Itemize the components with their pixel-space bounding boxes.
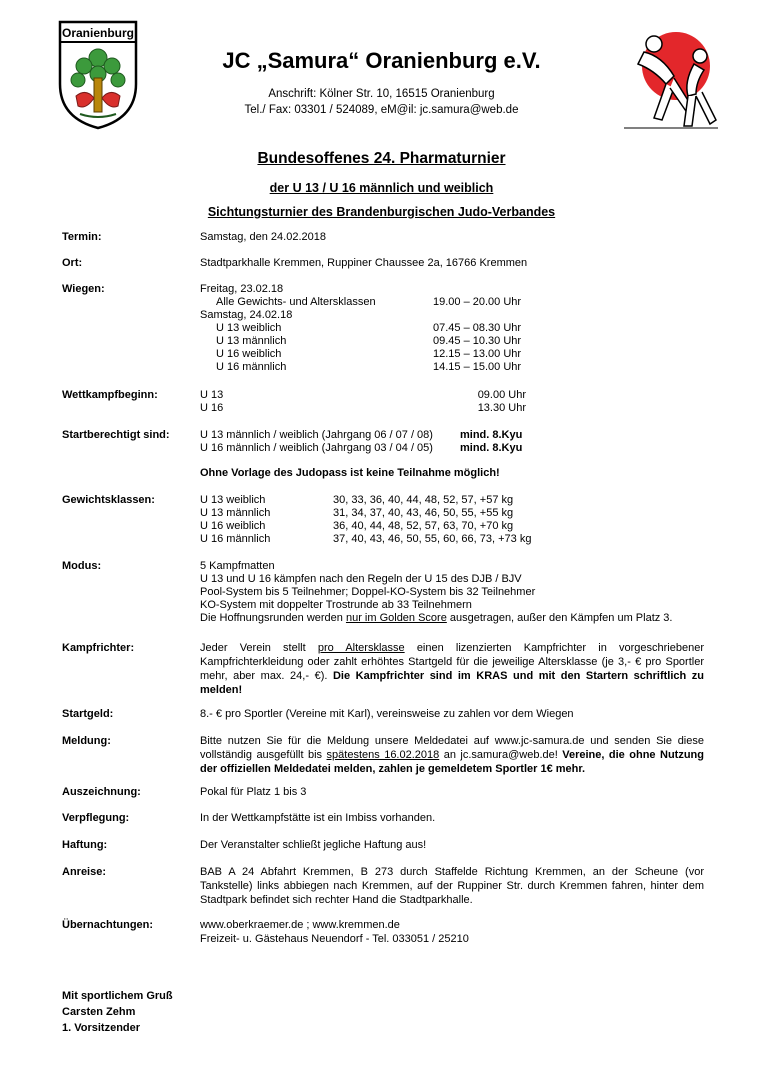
meldung-text (200, 734, 704, 776)
wiegen-row-time: 19.00 – 20.00 Uhr (433, 296, 522, 308)
tournament-type: Sichtungsturnier des Brandenburgischen Judo-Verbandes (207, 205, 556, 219)
gewicht-row-name: U 13 männlich (200, 507, 271, 519)
wiegen-row-time: 12.15 – 13.00 Uhr (433, 348, 522, 360)
wettkampf-row-time: 13.30 Uhr (477, 402, 526, 414)
modus-label: Modus: (62, 560, 102, 572)
signature-name: Carsten Zehm (62, 1006, 136, 1018)
wiegen-row-time: 09.45 – 10.30 Uhr (433, 335, 522, 347)
uebernachtung-links: www.oberkraemer.de ; www.kremmen.de (200, 919, 400, 931)
modus-line: Pool-System bis 5 Teilnehmer; Doppel-KO-System bis 32 Teilnehmer (200, 586, 536, 598)
startgeld-label: Startgeld: (62, 708, 114, 720)
modus-line: KO-System mit doppelter Trostrunde ab 33 Teilnehmern (200, 599, 472, 611)
signature-greeting: Mit sportlichem Gruß (62, 990, 173, 1002)
kampfrichter-label: Kampfrichter: (62, 642, 135, 654)
wettkampf-label: Wettkampfbeginn: (62, 389, 158, 401)
anreise-label: Anreise: (62, 866, 107, 878)
kampfrichter-pre: Jeder Verein stellt (200, 642, 318, 654)
meldung-bold: Vereine, die ohne Nutzung der offiziellen Meldedatei melden, zahlen je gemeldetem Sportler 1€ mehr. (200, 749, 704, 775)
wiegen-row-name: U 16 männlich (216, 361, 287, 373)
meldung-label: Meldung: (62, 735, 111, 747)
meldung-deadline: spätestens 16.02.2018 (326, 749, 440, 761)
modus-line-last (200, 612, 672, 624)
club-address: Anschrift: Kölner Str. 10, 16515 Oranienburg (268, 88, 495, 100)
wettkampf-row-name: U 13 (200, 389, 224, 401)
modus-line: 5 Kampfmatten (200, 560, 275, 572)
wiegen-row-name: Alle Gewichts- und Altersklassen (216, 296, 376, 308)
meldung-pre: Bitte nutzen Sie für die Meldung unsere Meldedatei auf www.jc-samura.de und senden Sie diese vollständig ausgefüllt bis (200, 735, 704, 761)
wiegen-day1: Freitag, 23.02.18 (200, 283, 284, 295)
wiegen-row-name: U 13 männlich (216, 335, 287, 347)
gewicht-row-name: U 13 weiblich (200, 494, 266, 506)
gewicht-label: Gewichtsklassen: (62, 494, 155, 506)
auszeichnung-value: Pokal für Platz 1 bis 3 (200, 786, 307, 798)
wiegen-row-name: U 16 weiblich (216, 348, 282, 360)
wiegen-row-time: 07.45 – 08.30 Uhr (433, 322, 522, 334)
modus-last-pre: Die Hoffnungsrunden werden (200, 612, 346, 624)
wettkampf-row-name: U 16 (200, 402, 224, 414)
startgeld-value: 8.- € pro Sportler (Vereine mit Karl), vereinsweise zu zahlen vor dem Wiegen (200, 708, 574, 720)
uebernachtung-guesthouse: Freizeit- u. Gästehaus Neuendorf - Tel. 033051 / 25210 (200, 933, 469, 945)
verpflegung-label: Verpflegung: (62, 812, 130, 824)
wiegen-row-time: 14.15 – 15.00 Uhr (433, 361, 522, 373)
gewicht-row-classes: 37, 40, 43, 46, 50, 55, 60, 66, 73, +73 kg (333, 533, 532, 545)
club-contact: Tel./ Fax: 03301 / 524089, eM@il: jc.samura@web.de (244, 104, 519, 116)
tournament-title: Bundesoffenes 24. Pharmaturnier (257, 150, 506, 167)
wiegen-row-name: U 13 weiblich (216, 322, 282, 334)
meldung-mid: an jc.samura@web.de! (439, 749, 563, 761)
kampfrichter-mid: einen lizenzierten Kampfrichter in vorgeschriebener Kampfrichterkleidung oder zahlt erhöhtes Startgeld für die jeweilige Altersklasse (je 3,- € pro Sportler mehr, aber max. 24,- €). (200, 642, 704, 682)
haftung-label: Haftung: (62, 839, 108, 851)
crest-label: Oranienburg (61, 26, 135, 40)
wiegen-day2: Samstag, 24.02.18 (200, 309, 293, 321)
gewicht-row-classes: 30, 33, 36, 40, 44, 48, 52, 57, +57 kg (333, 494, 514, 506)
start-note: Ohne Vorlage des Judopass ist keine Teilnahme möglich! (200, 467, 500, 479)
kampfrichter-text (200, 641, 704, 697)
start-row-text: U 16 männlich / weiblich (Jahrgang 03 / 04 / 05) (200, 442, 433, 454)
club-title: JC „Samura“ Oranienburg e.V. (222, 48, 541, 73)
judo-logo-icon (614, 26, 724, 132)
gewicht-row-name: U 16 männlich (200, 533, 271, 545)
start-row-req: mind. 8.Kyu (460, 442, 523, 454)
start-label: Startberechtigt sind: (62, 429, 170, 441)
termin-label: Termin: (62, 231, 102, 243)
tournament-subtitle: der U 13 / U 16 männlich und weiblich (269, 181, 494, 195)
signature-role: 1. Vorsitzender (62, 1022, 141, 1034)
modus-line: U 13 und U 16 kämpfen nach den Regeln der U 15 des DJB / BJV (200, 573, 522, 585)
gewicht-row-classes: 31, 34, 37, 40, 43, 46, 50, 55, +55 kg (333, 507, 514, 519)
ort-value: Stadtparkhalle Kremmen, Ruppiner Chaussee 2a, 16766 Kremmen (200, 257, 528, 269)
wettkampf-row-time: 09.00 Uhr (477, 389, 526, 401)
haftung-value: Der Veranstalter schließt jegliche Haftung aus! (200, 839, 427, 851)
uebernachtung-label: Übernachtungen: (62, 919, 154, 931)
verpflegung-value: In der Wettkampfstätte ist ein Imbiss vorhanden. (200, 812, 436, 824)
kampfrichter-bold: Die Kampfrichter sind im KRAS und mit den Startern schriftlich zu melden! (200, 670, 705, 696)
kampfrichter-underline: pro Altersklasse (317, 642, 405, 654)
termin-value: Samstag, den 24.02.2018 (200, 231, 326, 243)
auszeichnung-label: Auszeichnung: (62, 786, 141, 798)
modus-last-post: ausgetragen, außer den Kämpfen um Platz 3. (446, 612, 673, 624)
wiegen-label: Wiegen: (62, 283, 105, 295)
gewicht-row-name: U 16 weiblich (200, 520, 266, 532)
start-row-text: U 13 männlich / weiblich (Jahrgang 06 / 07 / 08) (200, 429, 433, 441)
ort-label: Ort: (62, 257, 83, 269)
anreise-value: BAB A 24 Abfahrt Kremmen, B 273 durch Staffelde Richtung Kremmen, an der Scheune (vor Tankstelle) links abbiegen nach Kremmen, auf der Ruppiner Str. durch Kremmen fahren, hinter dem Stadtpark befindet sich rechter Hand die Stadtparkhalle. (200, 866, 704, 906)
start-row-req: mind. 8.Kyu (460, 429, 523, 441)
gewicht-row-classes: 36, 40, 44, 48, 52, 57, 63, 70, +70 kg (333, 520, 514, 532)
golden-score-text: nur im Golden Score (345, 612, 447, 624)
